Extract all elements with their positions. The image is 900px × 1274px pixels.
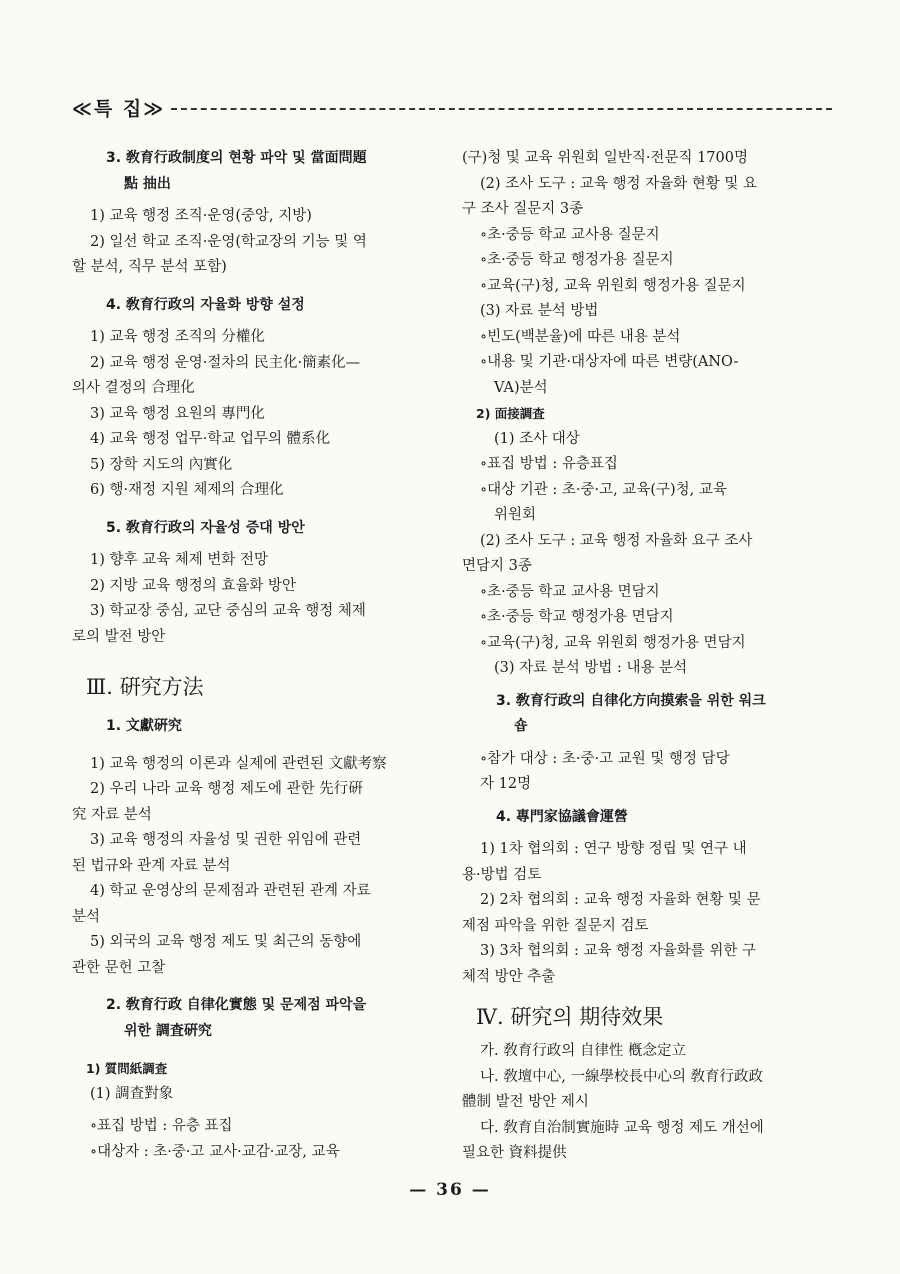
- list-item: (2) 조사 도구 : 교육 행정 자율화 요구 조사: [480, 532, 753, 549]
- method-1-title: 1. 文獻硏究: [106, 718, 182, 734]
- list-item: ∘대상 기관 : 초·중·고, 교육(구)청, 교육: [480, 481, 727, 498]
- list-item: 된 법규와 관계 자료 분석: [72, 857, 231, 874]
- list-item: ∘빈도(백분율)에 따른 내용 분석: [480, 328, 681, 345]
- list-item: ∘교육(구)청, 교육 위원회 행정가용 질문지: [480, 277, 746, 294]
- list-item: 위원회: [494, 507, 537, 523]
- list-item: 면담지 3종: [462, 558, 532, 574]
- header-rule: [171, 108, 832, 110]
- left-column: [72, 146, 428, 1165]
- list-item: 제점 파악을 위한 질문지 검토: [462, 917, 649, 934]
- list-item: 나. 敎壇中心, 一線學校長中心의 敎育行政政: [480, 1068, 764, 1085]
- list-item: 6) 행·재정 지원 체제의 合理化: [90, 482, 284, 498]
- list-item: ∘참가 대상 : 초·중·고 교원 및 행정 담당: [480, 750, 730, 767]
- list-item: (구)청 및 교육 위원회 일반직·전문직 1700명: [462, 150, 748, 166]
- list-item: 體制 발전 방안 제시: [462, 1094, 589, 1110]
- list-item: 필요한 資料提供: [462, 1145, 567, 1161]
- list-item: 2) 일선 학교 조직·운영(학교장의 기능 및 역: [90, 233, 367, 250]
- section-4-title: 4. 敎育行政의 자율화 방향 설정: [106, 296, 305, 313]
- interview-title: 2) 面接調査: [476, 406, 545, 421]
- page-number: — 36 —: [409, 1180, 491, 1200]
- list-item: 1) 교육 행정 조직의 分權化: [90, 329, 265, 345]
- list-item: 3) 학교장 중심, 교단 중심의 교육 행정 체제: [90, 603, 366, 619]
- list-item: ∘교육(구)청, 교육 위원회 행정가용 면담지: [480, 634, 746, 651]
- list-item: 1) 교육 행정 조직·운영(중앙, 지방): [90, 208, 312, 224]
- part-3-title: Ⅲ. 硏究方法: [86, 675, 204, 699]
- list-item: ∘초·중등 학교 교사용 질문지: [480, 226, 660, 243]
- list-item: (2) 조사 도구 : 교육 행정 자율화 현황 및 요: [480, 175, 758, 192]
- questionnaire-title: 1) 質問紙調査: [86, 1061, 168, 1076]
- list-item: 로의 발전 방안: [72, 628, 166, 645]
- section-5-title: 5. 敎育行政의 자율성 증대 방안: [106, 519, 305, 536]
- list-item: 2) 2차 협의회 : 교육 행정 자율화 현황 및 문: [480, 892, 761, 908]
- list-item: 다. 敎育自治制實施時 교육 행정 제도 개선에: [480, 1119, 764, 1136]
- list-item: ∘초·중등 학교 교사용 면담지: [480, 583, 660, 600]
- list-item: 2) 우리 나라 교육 행정 제도에 관한 先行硏: [90, 781, 363, 797]
- list-item: 체적 방안 추출: [462, 968, 556, 985]
- list-item: 究 자료 분석: [72, 806, 152, 823]
- part-4-title: Ⅳ. 硏究의 期待效果: [476, 1005, 664, 1029]
- method-2-title-cont: 위한 調査硏究: [124, 1022, 212, 1039]
- list-item: 자 12명: [480, 776, 532, 792]
- list-item: VA)분석: [494, 379, 548, 396]
- section-3-title-cont: 點 抽出: [124, 175, 171, 192]
- list-item: ∘내용 및 기관·대상자에 따른 변량(ANO-: [480, 354, 739, 370]
- list-item: 2) 교육 행정 운영·절차의 民主化·簡素化—: [90, 354, 361, 371]
- list-item: 4) 학교 운영상의 문제점과 관련된 관계 자료: [90, 883, 371, 899]
- list-item: (1) 조사 대상: [494, 430, 580, 447]
- section-label: ≪특 집≫: [72, 97, 166, 120]
- section-3-title: 3. 敎育行政制度의 현황 파악 및 當面問題: [106, 150, 367, 166]
- list-item: 2) 지방 교육 행정의 효율화 방안: [90, 577, 297, 594]
- list-item: 할 분석, 직무 분석 포함): [72, 259, 227, 275]
- list-item: 1) 교육 행정의 이론과 실제에 관련된 文獻考察: [90, 755, 387, 772]
- list-item: 5) 외국의 교육 행정 제도 및 최근의 동향에: [90, 934, 362, 950]
- list-item: ∘대상자 : 초·중·고 교사·교감·교장, 교육: [90, 1143, 340, 1160]
- list-item: 의사 결정의 合理化: [72, 380, 195, 396]
- method-3-title-cont: 숍: [514, 718, 528, 734]
- list-item: (3) 자료 분석 방법: [480, 303, 599, 319]
- list-item: (3) 자료 분석 방법 : 내용 분석: [494, 660, 688, 676]
- list-item: 3) 교육 행정의 자율성 및 권한 위임에 관련: [90, 832, 362, 848]
- list-item: 1) 향후 교육 체제 변화 전망: [90, 552, 268, 568]
- list-item: ∘초·중등 학교 행정가용 면담지: [480, 609, 674, 625]
- list-item: 3) 3차 협의회 : 교육 행정 자율화를 위한 구: [480, 943, 756, 959]
- list-item: 4) 교육 행정 업무·학교 업무의 體系化: [90, 431, 331, 447]
- list-item: 가. 敎育行政의 自律性 槪念定立: [480, 1043, 686, 1059]
- list-item: ∘초·중등 학교 행정가용 질문지: [480, 252, 674, 268]
- list-item: 용·방법 검토: [462, 866, 542, 883]
- list-item: 관한 문헌 고찰: [72, 959, 166, 976]
- method-4-title: 4. 專門家協議會運營: [496, 808, 628, 825]
- page-header: [72, 92, 832, 122]
- list-item: ∘표집 방법 : 유층표집: [480, 456, 618, 472]
- list-item: 3) 교육 행정 요원의 專門化: [90, 405, 265, 422]
- method-3-title: 3. 敎育行政의 自律化方向摸索을 위한 워크: [496, 692, 766, 709]
- list-item: 5) 장학 지도의 內實化: [90, 456, 233, 473]
- list-item: ∘표집 방법 : 유층 표집: [90, 1118, 233, 1134]
- list-item: 분석: [72, 908, 101, 925]
- right-column: [462, 146, 818, 1167]
- method-2-title: 2. 敎育行政 自律化實態 및 문제점 파악을: [106, 997, 367, 1013]
- survey-target-label: (1) 調査對象: [90, 1085, 174, 1102]
- list-item: 1) 1차 협의회 : 연구 방향 정립 및 연구 내: [480, 841, 747, 857]
- list-item: 구 조사 질문지 3종: [462, 201, 584, 217]
